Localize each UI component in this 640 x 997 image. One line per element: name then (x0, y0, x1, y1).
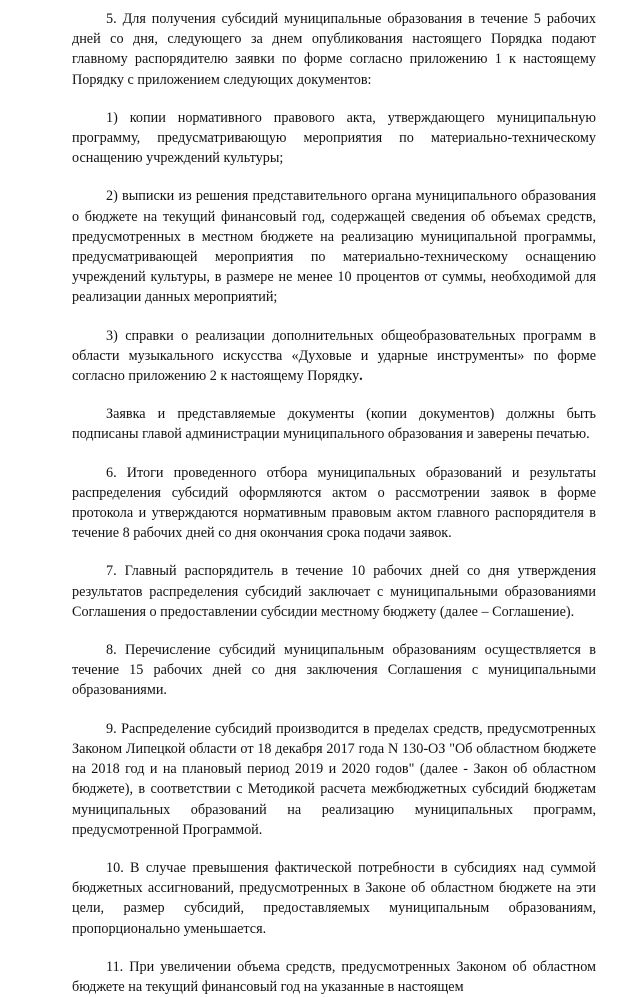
paragraph-6: 6. Итоги проведенного отбора муниципальных образований и результаты распределения субсидий оформляются актом о рассмотрении заявок в форме протокола и утверждаются нормативным правовым актом главного распорядителя в течение 8 рабочих дней со дня окончания срока подачи заявок. (72, 464, 596, 542)
paragraph-8: 8. Перечисление субсидий муниципальным образованиям осуществляется в течение 15 рабочих дней со дня заключения Соглашения с муниципальными образованиями. (72, 642, 596, 699)
paragraph-5-item-1: 1) копии нормативного правового акта, утверждающего муниципальную программу, предусматривающую мероприятия по материально-техническому оснащению учреждений культуры; (72, 109, 596, 167)
paragraph-7: 7. Главный распорядитель в течение 10 рабочих дней со дня утверждения результатов распределения субсидий заключает с муниципальными образованиями Соглашения о предоставлении субсидии местному бюджету (далее – Соглашение). (72, 563, 596, 620)
document-page (72, 9, 596, 997)
paragraph-11: 11. При увеличении объема средств, предусмотренных Законом об областном бюджете на текущий финансовый год на указанные в настоящем (72, 958, 596, 995)
paragraph-9: 9. Распределение субсидий производится в пределах средств, предусмотренных Законом Липецкой области от 18 декабря 2017 года N 130-ОЗ "Об областном бюджете на 2018 год и на плановый период 2019 и 2020 годов" (далее - Закон об областном бюджете), в соответствии с Методикой расчета межбюджетных субсидий бюджетам муниципальных образований на реализацию муниципальных программ, предусмотренной Программой. (72, 720, 596, 838)
paragraph-5-item-3-period: . (359, 368, 363, 385)
paragraph-5-item-3 (72, 326, 596, 387)
paragraph-10: 10. В случае превышения фактической потребности в субсидиях над суммой бюджетных ассигнований, предусмотренных в Законе об областном бюджете на эти цели, размер субсидий, предоставляемых муниципальным образованиям, пропорционально уменьшается. (72, 859, 596, 937)
paragraph-5: 5. Для получения субсидий муниципальные образования в течение 5 рабочих дней со дня, следующего за днем опубликования настоящего Порядка подают главному распорядителю заявки по форме согласно приложению 1 к настоящему Порядку с приложением следующих документов: (72, 11, 596, 88)
paragraph-5-item-2: 2) выписки из решения представительного органа муниципального образования о бюджете на текущий финансовый год, содержащей сведения об объемах средств, предусмотренных в местном бюджете на реализацию муниципальной программы, предусматривающей мероприятия по материально-техническому оснащению учреждений культуры, в размере не менее 10 процентов от суммы, необходимой для реализации данных мероприятий; (72, 188, 596, 306)
paragraph-application-signing: Заявка и представляемые документы (копии документов) должны быть подписаны главой администрации муниципального образования и заверены печатью. (72, 406, 596, 443)
paragraph-5-item-3-text: 3) справки о реализации дополнительных общеобразовательных программ в области музыкального искусства «Духовые и ударные инструменты» по форме согласно приложению 2 к настоящему Порядку (72, 327, 596, 385)
